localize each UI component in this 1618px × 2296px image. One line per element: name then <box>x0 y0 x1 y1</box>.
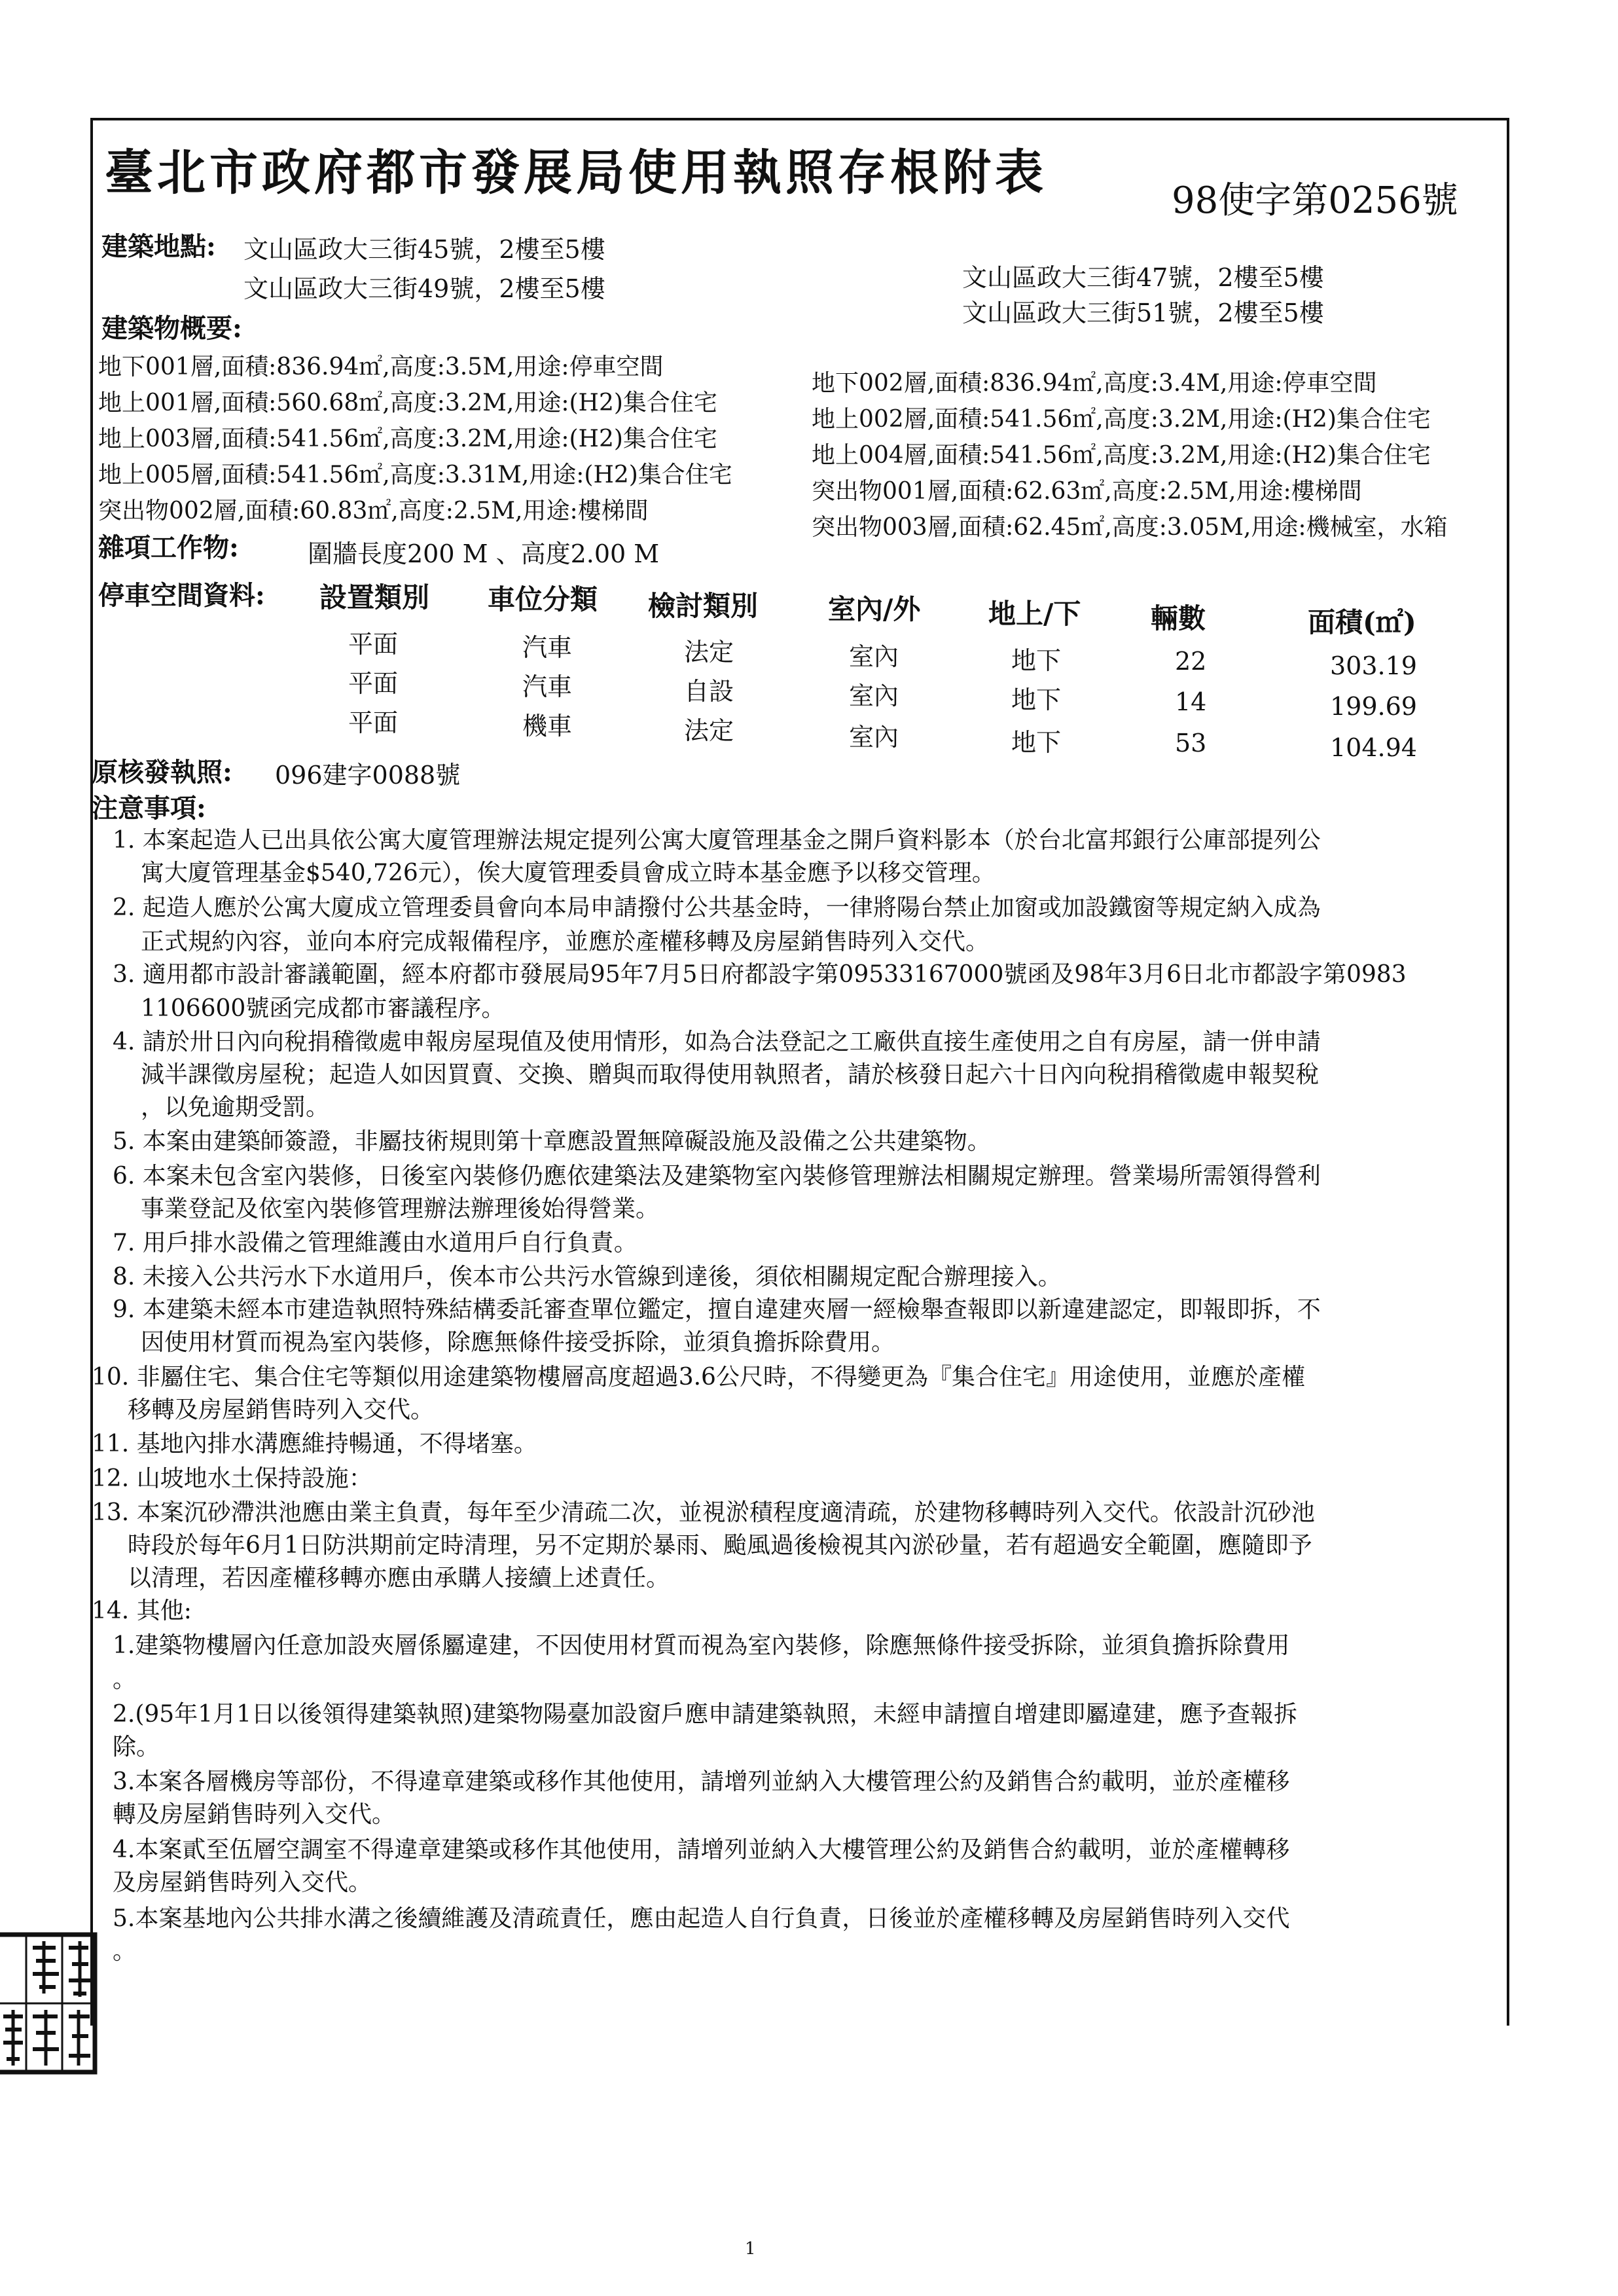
misc-value: 圍牆長度200 M 、高度2.00 M <box>308 539 660 568</box>
note-line: 3. 適用都市設計審議範圍，經本府都市發展局95年7月5日府都設字第09533167000號函及98年3月6日北市都設字第0983 <box>113 961 1407 988</box>
site-label: 建築地點: <box>101 231 216 262</box>
note-line: ，以免逾期受罰。 <box>141 1094 330 1121</box>
note-line: 7. 用戶排水設備之管理維護由水道用戶自行負責。 <box>113 1230 638 1256</box>
floor-right-2: 地上002層,面積:541.56㎡,高度:3.2M,用途:(H2)集合住宅 <box>812 406 1431 433</box>
note-line: 正式規約內容，並向本府完成報備程序，並應於產權移轉及房屋銷售時列入交代。 <box>141 928 990 955</box>
parking-r3-vehicle: 機車 <box>522 712 573 740</box>
note-line: 以清理，若因產權移轉亦應由承購人接續上述責任。 <box>128 1565 670 1592</box>
note-line: 事業登記及依室內裝修管理辦法辦理後始得營業。 <box>141 1195 660 1222</box>
site-address-1: 文山區政大三街45號，2樓至5樓 <box>243 235 605 264</box>
original-permit-value: 096建字0088號 <box>275 761 461 790</box>
parking-header-level: 地上/下 <box>988 598 1081 630</box>
note-line: 10. 非屬住宅、集合住宅等類似用途建築物樓層高度超過3.6公尺時，不得變更為『集合住宅』用途使用，並應於產權 <box>92 1364 1305 1391</box>
parking-r1-type: 平面 <box>348 630 399 659</box>
original-permit-label: 原核發執照: <box>92 757 232 788</box>
site-address-3: 文山區政大三街49號，2樓至5樓 <box>243 274 605 303</box>
document-title: 臺北市政府都市發展局使用執照存根附表 <box>105 145 1047 201</box>
note-line: 5. 本案由建築師簽證，非屬技術規則第十章應設置無障礙設施及設備之公共建築物。 <box>113 1128 991 1155</box>
floor-left-1: 地下001層,面積:836.94㎡,高度:3.5M,用途:停車空間 <box>98 354 664 380</box>
note-line: 及房屋銷售時列入交代。 <box>113 1869 372 1896</box>
floor-right-1: 地下002層,面積:836.94㎡,高度:3.4M,用途:停車空間 <box>812 370 1377 397</box>
floor-right-5: 突出物003層,面積:62.45㎡,高度:3.05M,用途:機械室，水箱 <box>812 514 1448 541</box>
page-number: 1 <box>745 2239 756 2259</box>
note-line: 11. 基地內排水溝應維持暢通，不得堵塞。 <box>92 1430 537 1457</box>
floor-left-5: 突出物002層,面積:60.83㎡,高度:2.5M,用途:樓梯間 <box>98 498 649 524</box>
note-line: 轉及房屋銷售時列入交代。 <box>113 1801 396 1828</box>
note-line: 13. 本案沉砂滯洪池應由業主負責，每年至少清疏二次，並視淤積程度適清疏，於建物移轉時列入交代。依設計沉砂池 <box>92 1499 1315 1526</box>
notes-label: 注意事項: <box>92 793 206 824</box>
parking-r1-count: 22 <box>1175 647 1207 676</box>
note-line: 減半課徵房屋稅；起造人如因買賣、交換、贈與而取得使用執照者，請於核發日起六十日內向稅捐稽徵處申報契稅 <box>141 1061 1320 1088</box>
parking-r2-area: 199.69 <box>1330 692 1417 721</box>
floor-left-4: 地上005層,面積:541.56㎡,高度:3.31M,用途:(H2)集合住宅 <box>98 462 732 488</box>
note-line: 3.本案各層機房等部份，不得違章建築或移作其他使用，請增列並納入大樓管理公約及銷售合約載明，並於產權移 <box>113 1768 1290 1795</box>
note-line: 12. 山坡地水土保持設施： <box>92 1465 372 1492</box>
parking-r3-level: 地下 <box>1011 728 1062 757</box>
floor-left-2: 地上001層,面積:560.68㎡,高度:3.2M,用途:(H2)集合住宅 <box>98 390 717 416</box>
parking-r1-level: 地下 <box>1011 646 1062 675</box>
site-address-2: 文山區政大三街47號，2樓至5樓 <box>962 263 1324 292</box>
note-line: 。 <box>113 1938 137 1965</box>
parking-r3-review: 法定 <box>684 716 734 745</box>
parking-header-count: 輛數 <box>1151 602 1206 634</box>
note-line: 因使用材質而視為室內裝修，除應無條件接受拆除，並須負擔拆除費用。 <box>141 1329 895 1356</box>
misc-label: 雜項工作物: <box>98 532 239 563</box>
overview-label: 建築物概要: <box>101 313 242 344</box>
parking-header-vehicle: 車位分類 <box>488 583 598 615</box>
note-line: 2. 起造人應於公寓大廈成立管理委員會向本局申請撥付公共基金時，一律將陽台禁止加窗或加設鐵窗等規定納入成為 <box>113 894 1321 921</box>
note-line: 1106600號函完成都市審議程序。 <box>141 995 505 1022</box>
parking-r2-type: 平面 <box>348 669 399 698</box>
note-line: 4.本案貳至伍層空調室不得違章建築或移作其他使用，請增列並納入大樓管理公約及銷售合約載明，並於產權轉移 <box>113 1836 1290 1863</box>
note-line: 2.(95年1月1日以後領得建築執照)建築物陽臺加設窗戶應申請建築執照，未經申請擅自增建即屬違建，應予查報拆 <box>113 1701 1298 1728</box>
parking-r2-review: 自設 <box>684 677 734 706</box>
official-seal <box>0 1931 98 2075</box>
floor-right-4: 突出物001層,面積:62.63㎡,高度:2.5M,用途:樓梯間 <box>812 478 1362 505</box>
floor-right-3: 地上004層,面積:541.56㎡,高度:3.2M,用途:(H2)集合住宅 <box>812 442 1431 469</box>
note-line: 寓大廈管理基金$540,726元），俟大廈管理委員會成立時本基金應予以移交管理。 <box>141 860 996 886</box>
note-line: 。 <box>113 1666 137 1693</box>
parking-header-review: 檢討類別 <box>648 590 759 622</box>
note-line: 時段於每年6月1日防洪期前定時清理，另不定期於暴雨、颱風過後檢視其內淤砂量，若有超過安全範圍，應隨即予 <box>128 1532 1312 1559</box>
parking-r3-type: 平面 <box>348 708 399 737</box>
note-line: 1. 本案起造人已出具依公寓大廈管理辦法規定提列公寓大廈管理基金之開戶資料影本（於台北富邦銀行公庫部提列公 <box>113 827 1321 854</box>
permit-number: 98使字第0256號 <box>1172 179 1458 222</box>
parking-r3-indoor: 室內 <box>849 723 899 752</box>
parking-r1-review: 法定 <box>684 638 734 666</box>
parking-label: 停車空間資料: <box>98 580 265 611</box>
parking-r3-count: 53 <box>1175 729 1207 757</box>
note-line: 移轉及房屋銷售時列入交代。 <box>128 1396 435 1423</box>
parking-r2-level: 地下 <box>1011 685 1062 714</box>
note-line: 4. 請於卅日內向稅捐稽徵處申報房屋現值及使用情形，如為合法登記之工廠供直接生產使用之自有房屋，請一併申請 <box>113 1029 1321 1055</box>
parking-r1-indoor: 室內 <box>849 642 899 671</box>
parking-r2-count: 14 <box>1175 687 1207 716</box>
note-line: 14. 其他: <box>92 1597 192 1624</box>
parking-header-type: 設置類別 <box>319 581 430 613</box>
parking-r3-area: 104.94 <box>1330 733 1417 762</box>
parking-header-indoor: 室內/外 <box>828 593 921 625</box>
site-address-4: 文山區政大三街51號，2樓至5樓 <box>962 299 1324 327</box>
note-line: 1.建築物樓層內任意加設夾層係屬違建，不因使用材質而視為室內裝修，除應無條件接受拆除，並須負擔拆除費用 <box>113 1632 1290 1659</box>
note-line: 除。 <box>113 1734 160 1760</box>
parking-r2-indoor: 室內 <box>849 682 899 710</box>
note-line: 5.本案基地內公共排水溝之後續維護及清疏責任，應由起造人自行負責，日後並於產權移轉及房屋銷售時列入交代 <box>113 1905 1290 1932</box>
parking-r1-vehicle: 汽車 <box>522 633 573 662</box>
floor-left-3: 地上003層,面積:541.56㎡,高度:3.2M,用途:(H2)集合住宅 <box>98 426 717 452</box>
note-line: 9. 本建築未經本市建造執照特殊結構委託審查單位鑑定，擅自違建夾層一經檢舉查報即以新違建認定，即報即拆，不 <box>113 1296 1321 1323</box>
note-line: 6. 本案未包含室內裝修，日後室內裝修仍應依建築法及建築物室內裝修管理辦法相關規定辦理。營業場所需領得營利 <box>113 1163 1321 1190</box>
note-line: 8. 未接入公共污水下水道用戶，俟本市公共污水管線到達後，須依相關規定配合辦理接入。 <box>113 1264 1062 1290</box>
parking-header-area: 面積(㎡) <box>1308 606 1416 638</box>
parking-r1-area: 303.19 <box>1330 651 1417 680</box>
parking-r2-vehicle: 汽車 <box>522 672 573 701</box>
